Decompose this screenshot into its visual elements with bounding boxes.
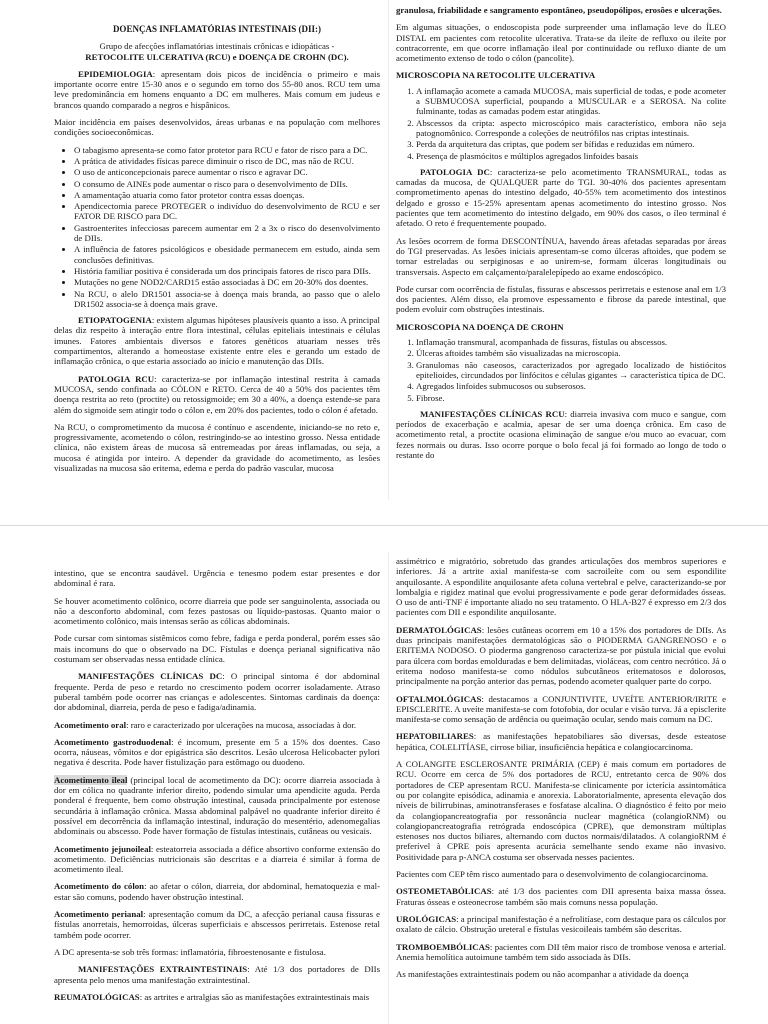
ileal-label: Acometimento ileal xyxy=(54,774,128,785)
colon-paragraph xyxy=(54,881,380,902)
endoscopy-paragraph: Em algumas situações, o endoscopista pode surpreender uma inflamação leve do ÍLEO DISTAL em pacientes com retocolite ulcerativa. Trata-se da ileíte de refluxo ou ileíte por contracorrente, em que ocorre inflamação ileal por continuidade ou refluxo diante de um acometimento extenso de todo o cólon (pancolite). xyxy=(396,22,726,64)
pathology-dc-paragraph xyxy=(396,167,726,229)
list-item: • Apendicectomia parece PROTEGER o indivíduo do desenvolvimento de RCU e ser FATOR DE RISCO para DC. xyxy=(74,201,380,222)
cholangiocarcinoma-paragraph: Pacientes com CEP têm risco aumentado para o desenvolvimento de colangiocarcinoma. xyxy=(396,869,709,880)
continuation-paragraph: granulosa, friabilidade e sangramento espontâneo, pseudopólipos, erosões e ulcerações. xyxy=(396,5,722,15)
list-item: 3. Granulomas não caseosos, caracterizados por agregado localizado de histiócitos epitelioides, circundados por linfócitos e células gigantes → característica típica de DC. xyxy=(416,360,726,381)
page-gap xyxy=(0,500,768,552)
hepatobiliary-label: HEPATOBILIARES xyxy=(396,731,474,742)
list-item: • A influência de fatores psicológicos e obesidade permanecem em estudo, ainda sem conclusões definitivas. xyxy=(74,244,380,265)
clinical-dc-label: MANIFESTAÇÕES CLÍNICAS DC xyxy=(78,671,223,682)
oral-label: Acometimento oral xyxy=(54,719,127,730)
clinical-dc-paragraph xyxy=(54,671,380,712)
etiopathogenesis-text: : existem algumas hipóteses plausíveis quanto a isso. A principal delas diz respeito à interação entre flora intestinal, células epiteliais intestinais e células imunes. Fatores ambientais diversos e fatores genéticos atuariam nesses três compartimentos, alterando a homeostase existente entre eles e gerando um estado de inflamação crônica, o que estaria associado ao início e manutenção das DIIs. xyxy=(54,315,380,367)
ophthalmologic-label: OFTALMOLÓGICAS xyxy=(396,693,482,704)
clinical-rcu-text: : diarreia invasiva com muco e sangue, com períodos de exacerbação e acalmia, apesar de ser uma doença crônica. Em caso de acometimento retal, a proctite ocasiona eliminação de sangue e/ou muco ao evacuar, com fezes normais ou duras. Isso ocorre porque o bolo fecal já foi formado ao longo de todo o restante do xyxy=(396,408,726,460)
page-1 xyxy=(0,0,768,500)
list-item: 2. Abscessos da cripta: aspecto microscópico mais característico, embora não seja patognomônico. Corresponde a coleções de neutrófilos nas criptas intestinais. xyxy=(416,118,726,139)
list-item: 2. Úlceras aftoides também são visualizadas na microscopia. xyxy=(416,348,726,358)
list-item: • História familiar positiva é considerada um dos principais fatores de risco para DIIs. xyxy=(74,266,380,276)
list-item: 5. Fibrose. xyxy=(416,393,726,403)
jejunoileal-label: Acometimento jejunoileal xyxy=(54,843,151,854)
colonic-paragraph: Se houver acometimento colônico, ocorre diarreia que pode ser sanguinolenta, associada ou não a desconforto abdominal, com fezes pastosas ou líquido-pastosas. Quanto maior o acometimento colônico, mais intensas serão as cólicas abdominais. xyxy=(54,595,380,627)
epidemiology-paragraph xyxy=(54,69,380,110)
section-heading-microscopy-rcu: MICROSCOPIA NA RETOCOLITE ULCERATIVA xyxy=(396,70,596,81)
subtitle-line-2: RETOCOLITE ULCERATIVA (RCU) e DOENÇA DE CROHN (DC). xyxy=(85,51,349,62)
urologic-paragraph xyxy=(396,914,726,935)
forms-paragraph: A DC apresenta-se sob três formas: inflamatória, fibroestenosante e fistulosa. xyxy=(54,946,326,957)
cholangitis-paragraph: A COLANGITE ESCLEROSANTE PRIMÁRIA (CEP) é mais comum em portadores de RCU. Ocorre em cerca de 5% dos portadores de RCU, entretanto cerca de 90% dos portadores de CEP apresentam RCU. Manifesta-se clinicamente por icterícia assintomática ou por colangite episódica, adinamia e anorexia. Laboratorialmente, apresenta elevação dos níveis de bilirrubinas, aminotransferases e fosfatase alcalina. O diagnóstico é feito por meio da colangiopancreatografia por ressonância nuclear magnética (colangioRNM) ou colangiopancreatografia retrógrada endoscópica (CPRE), que demonstram múltiplas estenoses nos ductos biliares, alternando com ductos normais/dilatados. A colangioRNM é preferível à CPRE pois apresenta acurácia semelhante sendo exame não invasivo. Positividade para p-ANCA costuma ser observada nesses pacientes. xyxy=(396,759,726,862)
epidemiology-text: : apresentam dois picos de incidência o primeiro e mais importante ocorre entre 15-30 anos e o segundo em torno dos 55-80 anos. RCU tem uma leve predominância em homens enquanto a DC em mulheres. Mais comum em judeus e brancos quando comparado a negros e hispânicos. xyxy=(54,68,380,110)
page-1-right-column xyxy=(396,5,726,500)
dermatologic-label: DERMATOLÓGICAS xyxy=(396,624,482,635)
thromboembolic-text: : pacientes com DII têm maior risco de trombose venosa e arterial. Anemia hemolítica autoimune também tem sido associada às DIIs. xyxy=(396,941,726,962)
list-item: • A amamentação atuaria como fator protetor contra essas doenças. xyxy=(74,190,380,200)
column-divider xyxy=(388,0,389,500)
continuation-paragraph: assimétrico e migratório, sobretudo das grandes articulações dos membros superiores e inferiores. Já a artrite axial manifesta-se com sacroileíte com ou sem espondilite anquilosante. A espondilite anquilosante afeta coluna vertebral e pelve, caracterizando-se por lombalgia e rigidez matinal que evolui progressivamente e pode gerar deformidades ósseas. O uso de anti-TNF é importante aliado no seu tratamento. O HLA-B27 é expresso em 2/3 dos pacientes com DII e espondilite anquilosante. xyxy=(396,556,726,618)
list-item: 1. Inflamação transmural, acompanhada de fissuras, fístulas ou abscessos. xyxy=(416,337,726,347)
incidence-paragraph: Maior incidência em países desenvolvidos, áreas urbanas e na população com melhores condições socioeconômicas. xyxy=(54,117,380,138)
osteometabolic-paragraph xyxy=(396,886,726,907)
page-2 xyxy=(0,552,768,1024)
column-divider xyxy=(388,552,389,1024)
jejunoileal-text: : esteatorreia associada a défice absortivo conforme extensão do acometimento. Deficiências nutricionais são descritas e a diarreia é similar à forma de acometimento ileal. xyxy=(54,843,380,875)
perianal-paragraph xyxy=(54,909,380,940)
final-paragraph: As manifestações extraintestinais podem ou não acompanhar a atividade da doença xyxy=(396,969,689,980)
gastroduodenal-label: Acometimento gastroduodenal xyxy=(54,736,172,747)
list-item: • Na RCU, o alelo DR1501 associa-se à doença mais branda, ao passo que o alelo DR1502 associa-se à doença mais grave. xyxy=(74,289,380,310)
document-title: DOENÇAS INFLAMATÓRIAS INTESTINAIS (DII:) xyxy=(112,24,322,34)
clinical-dc-text: : O principal sintoma é dor abdominal frequente. Perda de peso e retardo no crescimento podem ocorrer isoladamente. Atraso puberal também pode ocorrer nas crianças e adolescentes. Sintomas cardinais da doença: dor abdominal, diarreia, perda de peso e fadiga/adinamia. xyxy=(54,671,380,713)
ileal-text: (principal local de acometimento da DC): ocorre diarreia associada à dor em cólica no quadrante inferior direito, podendo simular uma apendicite aguda. Perda ponderal é frequente, bem como obstrução intestinal, causada principalmente por estenose secundária à inflamação crônica. Massa abdominal palpável no quadrante inferior direito é possível em decorrência da inflamação intestinal, induração do mesentério, adenomegalias abdominais ou abscesso. Pode haver formação de fístulas intestinais, cutâneas ou vesicais. xyxy=(54,774,380,837)
list-item: • A prática de atividades físicas parece diminuir o risco de DC, mas não de RCU. xyxy=(74,156,380,166)
urologic-label: UROLÓGICAS xyxy=(396,913,457,924)
page-2-right-column xyxy=(396,556,726,1024)
rcu-mucosa-paragraph: Na RCU, o comprometimento da mucosa é contínuo e ascendente, iniciando-se no reto e, progressivamente, acometendo o cólon, restringindo-se ao intestino grosso. Nessa entidade clínica, não existem áreas de mucosa sã entremeadas por áreas inflamadas, ou seja, a mucosa é atingida por inteiro. A depender da gravidade do acometimento, as lesões visualizadas na mucosa são eritema, edema e perda do padrão vascular, mucosa xyxy=(54,421,380,473)
etiopathogenesis-paragraph xyxy=(54,315,380,366)
urologic-text: : a principal manifestação é a nefrolitíase, com destaque para os cálculos por oxalato de cálcio. Obstrução ureteral e fístulas vesicoileais também são descritas. xyxy=(396,913,726,935)
list-item: 4. Agregados linfoides submucosos ou subserosos. xyxy=(416,381,726,391)
dermatologic-paragraph xyxy=(396,625,726,687)
gastroduodenal-paragraph xyxy=(54,737,380,768)
rheumatologic-label: REUMATOLÓGICAS xyxy=(54,991,140,1002)
rheumatologic-paragraph xyxy=(54,992,380,1002)
list-item: • Gastroenterites infecciosas parecem aumentar em 2 a 3x o risco do desenvolvimento de DIIs. xyxy=(74,223,380,244)
systemic-paragraph: Pode cursar com sintomas sistêmicos como febre, fadiga e perda ponderal, porém esses são mais incomuns do que o observado na DC. Fístulas e doença perianal significativa não costumam ser observadas nessa entidade clínica. xyxy=(54,633,380,665)
pathology-rcu-paragraph xyxy=(54,374,380,415)
dermatologic-text: : lesões cutâneas ocorrem em 10 a 15% dos portadores de DIIs. As duas principais manifestações dermatológicas são o PIODERMA GANGRENOSO e o ERITEMA NODOSO. O pioderma gangrenoso caracteriza-se por pústula inicial que evolui para úlcera com bordas emolduradas e bem delimitadas, violáceas, com centro necrótico. Já o eritema nodoso manifesta-se como nódulos subcutâneos eritematosos e dolorosos, principalmente na porção anterior das pernas, podendo acometer qualquer parte do corpo. xyxy=(396,624,726,687)
extraintestinal-label: MANIFESTAÇÕES EXTRAINTESTINAIS xyxy=(78,964,248,975)
perianal-label: Acometimento perianal xyxy=(54,909,144,920)
pathology-rcu-label: PATOLOGIA RCU xyxy=(78,373,155,384)
list-item: 3. Perda da arquitetura das criptas, que podem ser bífidas e reduzidas em número. xyxy=(416,139,726,149)
hepatobiliary-paragraph xyxy=(396,731,726,752)
list-item: • Mutações no gene NOD2/CARD15 estão associadas à DC em 20-30% dos doentes. xyxy=(74,277,380,287)
pathology-dc-text: : caracteriza-se pelo acometimento TRANSMURAL, todas as camadas da mucosa, de QUALQUER parte do TGI. 30-40% dos pacientes apresentam comprometimento apenas do intestino delgado, 40-55% tem acometimento dos intestinos delgado e grosso e 15-25% apresentam apenas acometimento do intestino grosso. Nos pacientes que tem acometimento do intestino delgado, em 90% dos casos, o íleo terminal é afetado. O reto é frequentemente poupado. xyxy=(396,166,726,229)
section-heading-microscopy-dc: MICROSCOPIA NA DOENÇA DE CROHN xyxy=(396,321,564,332)
lesions-paragraph: As lesões ocorrem de forma DESCONTÍNUA, havendo áreas afetadas separadas por áreas do TGI preservadas. As lesões iniciais apresentam-se como úlceras aftoides, que podem se tornar estreladas ou serpiginosas e ao unirem-se, formam úlceras longitudinais ou transversais. Aspecto em calçamento/paralelepípedo ao exame endoscópico. xyxy=(396,235,726,277)
extraintestinal-paragraph xyxy=(54,964,380,985)
thromboembolic-paragraph xyxy=(396,942,726,963)
microscopy-dc-list xyxy=(396,337,726,403)
list-item: • O uso de anticoncepcionais parece aumentar o risco e agravar DC. xyxy=(74,167,380,177)
hepatobiliary-text: : as manifestações hepatobiliares são diversas, desde esteatose hepática, COLELITÍASE, cirrose biliar, insuficiência hepática e colangiocarcinoma. xyxy=(396,731,726,752)
jejunoileal-paragraph xyxy=(54,844,380,875)
document-subtitle xyxy=(54,41,380,62)
colon-text: : ao afetar o cólon, diarreia, dor abdominal, hematoquezia e mal-estar são comuns, podendo haver obstrução intestinal. xyxy=(54,881,380,902)
extraintestinal-text: : Até 1/3 dos portadores de DIIs apresenta pelo menos uma manifestação extraintestinal. xyxy=(54,964,380,985)
perianal-text: : apresentação comum da DC, a afecção perianal causa fissuras e fístulas anorretais, hemorroidas, úlceras superficiais e abscessos perirretais. Estenose retal também pode ocorrer. xyxy=(54,909,380,940)
list-item: • O consumo de AINEs pode aumentar o risco para o desenvolvimento de DIIs. xyxy=(74,179,380,189)
microscopy-rcu-list xyxy=(396,86,726,161)
ophthalmologic-paragraph xyxy=(396,694,726,725)
clinical-rcu-label: MANIFESTAÇÕES CLÍNICAS RCU xyxy=(420,408,565,419)
gastroduodenal-text: : é incomum, presente em 5 a 15% dos doentes. Caso ocorra, náuseas, vômitos e dor epigástrica são descritos. Lesão ulcerosa Helicobacter pylori negativa é descrita. Pode haver fistulização para estômago ou duodeno. xyxy=(54,736,380,768)
page-divider xyxy=(0,525,768,526)
fistulas-paragraph: Pode cursar com ocorrência de fístulas, fissuras e abscessos perirretais e estenose anal em 1/3 dos pacientes. Além disso, ela promove espessamento e fibrose da parede intestinal, que podem evoluir com obstruções intestinais. xyxy=(396,283,726,315)
clinical-rcu-paragraph xyxy=(396,409,726,460)
osteometabolic-text: : até 1/3 dos pacientes com DII apresenta baixa massa óssea. Fraturas ósseas e osteonecrose também são mais comuns nessa população. xyxy=(396,886,726,907)
ileal-paragraph xyxy=(54,775,380,837)
continuation-paragraph: intestino, que se encontra saudável. Urgência e tenesmo podem estar presentes e dor abdominal é rara. xyxy=(54,568,380,589)
list-item: • O tabagismo apresenta-se como fator protetor para RCU e fator de risco para a DC. xyxy=(74,145,380,155)
osteometabolic-label: OSTEOMETABÓLICAS xyxy=(396,886,492,897)
pathology-dc-label: PATOLOGIA DC xyxy=(420,166,490,177)
oral-paragraph xyxy=(54,720,380,730)
epidemiology-label: EPIDEMIOLOGIA xyxy=(78,68,153,79)
oral-text: : raro e caracterizado por ulcerações na mucosa, associadas à dor. xyxy=(126,719,357,730)
thromboembolic-label: TROMBOEMBÓLICAS xyxy=(396,941,490,952)
list-item: 4. Presença de plasmócitos e múltiplos agregados linfoides basais xyxy=(416,151,726,161)
pathology-rcu-text: : caracteriza-se por inflamação intestinal restrita à camada MUCOSA, sendo confinada ao CÓLON e RETO. Cerca de 40 a 50% dos pacientes têm doença restrita ao reto (proctite) ou retossigmoide; em 30 a 40%, a doença estende-se para além do sigmoide sem atingir todo o cólon e, em 20% dos pacientes, todo o cólon é afetado. xyxy=(54,373,380,415)
page-2-left-column xyxy=(54,568,380,1024)
etiopathogenesis-label: ETIOPATOGENIA xyxy=(78,315,152,326)
ophthalmologic-text: : destacamos a CONJUNTIVITE, UVEÍTE ANTERIOR/IRITE e EPISCLERITE. A uveíte manifesta-se com fotofobia, dor ocular e visão turva. Já a episclerite manifesta-se como sensação de ardência ou queimação ocular, sendo mais comum na DC. xyxy=(396,693,726,725)
rheumatologic-text: : as artrites e artralgias são as manifestações extraintestinais mais xyxy=(139,991,370,1002)
risk-factor-list xyxy=(54,145,380,309)
colon-label: Acometimento do cólon xyxy=(54,881,145,892)
page-1-left-column xyxy=(54,24,380,500)
list-item: 1. A inflamação acomete a camada MUCOSA, mais superficial de todas, e pode acometer a SUBMUCOSA superficial, poupando a MUSCULAR e a SEROSA. Na colite fulminante, todas as camadas podem estar atingidas. xyxy=(416,86,726,117)
subtitle-line-1: Grupo de afecções inflamatórias intestinais crônicas e idiopáticas - xyxy=(99,41,335,52)
